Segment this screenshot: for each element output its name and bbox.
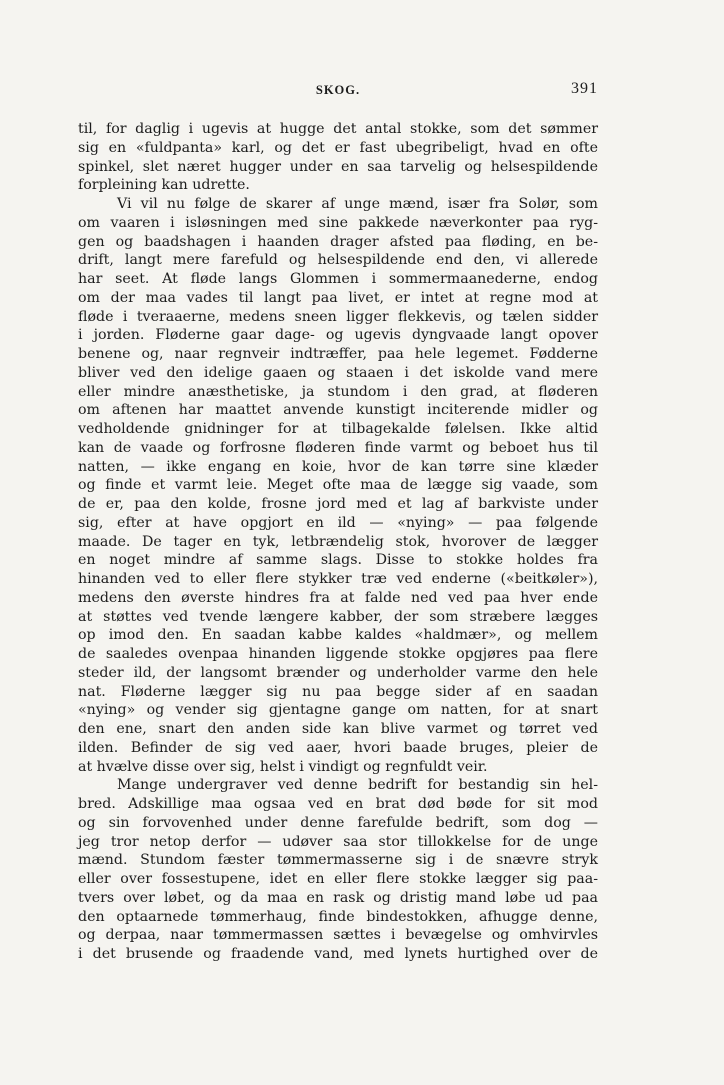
text-line: fløde i tveraaerne, medens sneen ligger flekkevis, og tælen sidder [78,308,598,325]
text-line: «nying» og vender sig gjentagne gange om natten, for at snart [78,702,598,719]
text-line: de saaledes ovenpaa hinanden liggende stokke opgjøres paa flere [78,646,598,662]
text-line: steder ild, der langsomt brænder og underholder varme den hele [78,664,598,681]
running-head [78,80,598,102]
chapter-title: SKOG. [315,83,361,97]
text-line: kan de vaade og forfrosne fløderen finde varmt og beboet hus til [78,439,598,456]
text-line: sig en «fuldpanta» karl, og det er fast ubegribeligt, hvad en ofte [78,139,598,156]
text-line: bred. Adskillige maa ogsaa ved en brat død bøde for sit mod [78,796,598,812]
text-line: forpleining kan udrette. [78,177,250,194]
text-line: Mange undergraver ved denne bedrift for bestandig sin hel- [117,777,598,794]
text-line: eller mindre anæsthetiske, ja stundom i den grad, at fløderen [78,383,598,400]
text-line: op imod den. En saadan kabbe kaldes «haldmær», og mellem [78,627,598,644]
text-line: at støttes ved tvende længere kabber, der som stræbere lægges [78,608,598,625]
text-line: at hvælve disse over sig, helst i vindigt og regnfuldt veir. [78,758,488,775]
text-line: eller over fossestupene, idet en eller flere stokke lægger sig paa- [78,871,598,887]
text-line: drift, langt mere farefuld og helsespildende end den, vi allerede [78,252,598,269]
text-line: den ene, snart den anden side kan blive varmet og tørret ved [78,721,598,737]
text-line: spinkel, slet næret hugger under en saa tarvelig og helsespildende [78,158,598,175]
text-line: sig, efter at have opgjort en ild — «nying» — paa følgende [78,514,598,531]
page-number: 391 [571,80,598,97]
text-line: til, for daglig i ugevis at hugge det antal stokke, som det sømmer [78,121,598,137]
body-text [78,120,598,964]
text-line: maade. De tager en tyk, letbrændelig stok, hvorover de lægger [78,533,598,550]
text-line: gen og baadshagen i haanden drager afsted paa fløding, en be- [78,233,598,250]
text-line: tvers over løbet, og da maa en rask og dristig mand løbe ud paa [78,889,598,906]
text-line: en noget mindre af samme slags. Disse to stokke holdes fra [78,552,598,569]
text-line: nat. Fløderne lægger sig nu paa begge sider af en saadan [78,683,598,700]
text-line: mænd. Stundom fæster tømmermasserne sig i de snævre stryk [78,852,598,869]
text-line: Vi vil nu følge de skarer af unge mænd, især fra Solør, som [117,196,598,212]
text-line: og finde et varmt leie. Meget ofte maa de lægge sig vaade, som [78,477,598,494]
text-line: i jorden. Fløderne gaar dage- og ugevis dyngvaade langt opover [78,327,598,344]
text-line: benene og, naar regnveir indtræffer, paa hele legemet. Fødderne [78,346,598,362]
text-line: jeg tror netop derfor — udøver saa stor tillokkelse for de unge [78,833,598,850]
text-line: bliver ved den idelige gaaen og staaen i det iskolde vand mere [78,364,598,381]
text-line: natten, — ikke engang en koie, hvor de kan tørre sine klæder [78,458,598,475]
text-line: om aftenen har maattet anvende kunstigt inciterende midler og [78,402,598,419]
text-line: og sin forvovenhed under denne farefulde bedrift, som dog — [78,814,598,831]
text-line: medens den øverste hindres fra at falde ned ved paa hver ende [78,589,598,606]
text-line: den optaarnede tømmerhaug, finde bindestokken, afhugge denne, [78,908,598,925]
text-line: hinanden ved to eller flere stykker træ ved enderne («beitkøler»), [78,571,598,587]
text-line: om der maa vades til langt paa livet, er intet at regne mod at [78,289,598,306]
text-line: ilden. Befinder de sig ved aaer, hvori baade bruges, pleier de [78,739,598,756]
text-line: om vaaren i isløsningen med sine pakkede næverkonter paa ryg- [78,214,598,231]
text-line: har seet. At fløde langs Glommen i sommermaanederne, endog [78,271,598,287]
text-line: i det brusende og fraadende vand, med lynets hurtighed over de [78,946,598,962]
text-line: de er, paa den kolde, frosne jord med et lag af barkviste under [78,496,598,512]
text-line: og derpaa, naar tømmermassen sættes i bevægelse og omhvirvles [78,927,598,944]
text-line: vedholdende gnidninger for at tilbagekalde følelsen. Ikke altid [78,421,598,437]
